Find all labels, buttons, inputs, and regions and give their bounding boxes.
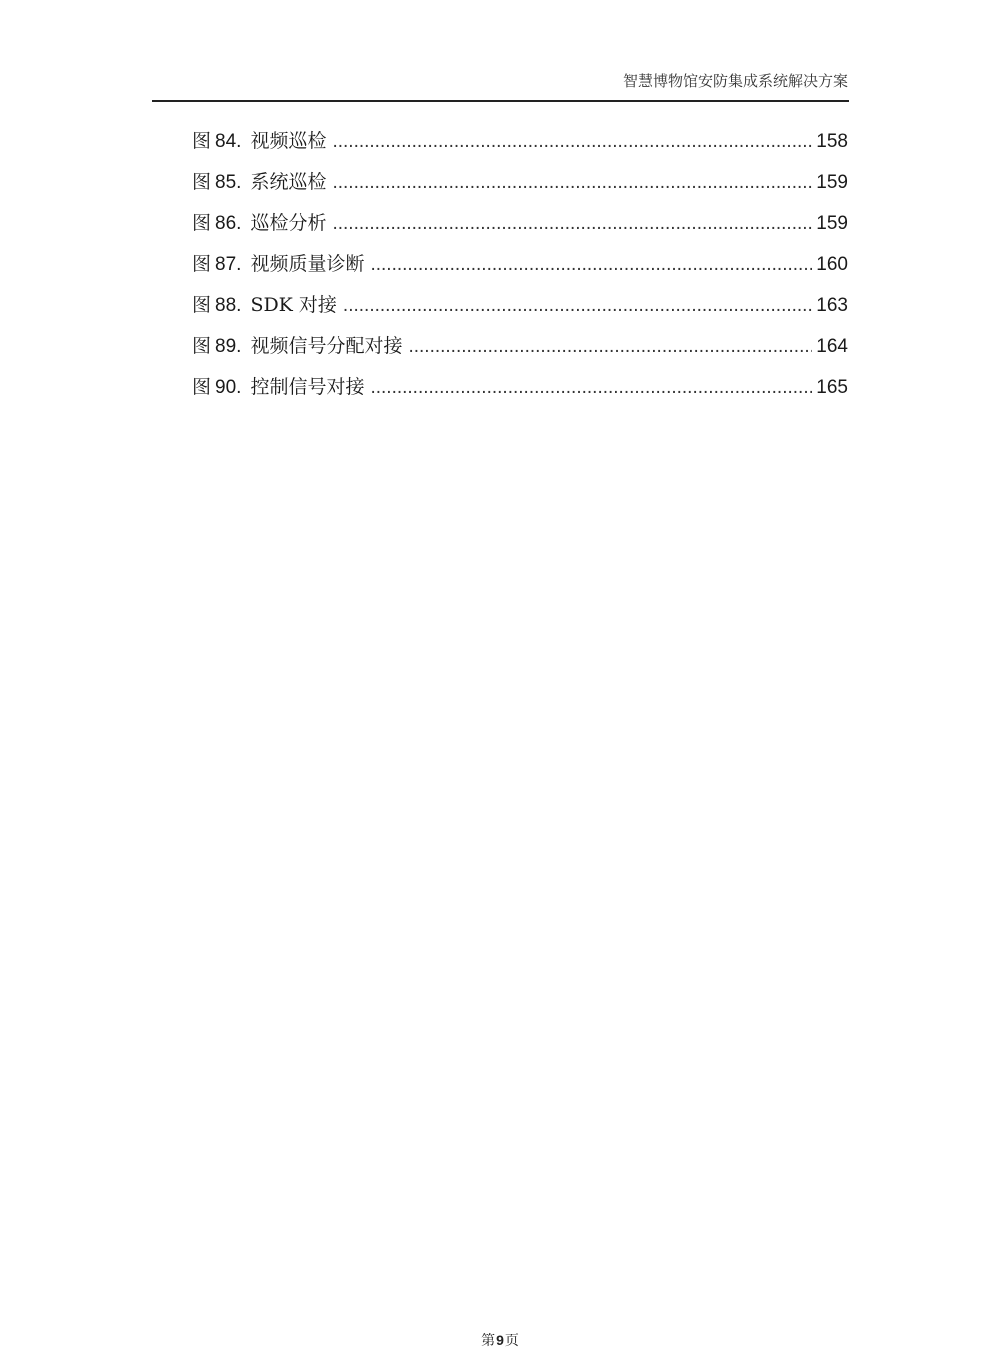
footer-prefix: 第 — [481, 1333, 496, 1349]
running-header-title: 智慧博物馆安防集成系统解决方案 — [622, 72, 848, 90]
toc-entry-page: 159 — [816, 172, 848, 193]
toc-entry-number: 85. — [215, 172, 242, 193]
toc-dot-leader — [370, 373, 812, 403]
toc-entry-prefix: 图 — [192, 294, 212, 316]
toc-entry[interactable] — [192, 290, 848, 331]
toc-dot-leader — [332, 127, 812, 157]
toc-entry-prefix: 图 — [192, 212, 212, 234]
toc-dot-leader — [332, 209, 812, 239]
toc-entry-number: 84. — [215, 131, 242, 152]
toc-dot-leader — [343, 291, 812, 321]
toc-dot-leader — [332, 168, 812, 198]
toc-entry[interactable] — [192, 331, 848, 372]
toc-entry-page: 163 — [816, 295, 848, 316]
toc-entry-prefix: 图 — [192, 335, 212, 357]
toc-entry[interactable] — [192, 208, 848, 249]
toc-entry-prefix: 图 — [192, 130, 212, 152]
footer-suffix: 页 — [504, 1333, 519, 1349]
toc-entry-prefix: 图 — [192, 171, 212, 193]
toc-entry-page: 164 — [816, 336, 848, 357]
toc-entry-page: 158 — [816, 131, 848, 152]
toc-entry-number: 87. — [215, 254, 242, 275]
toc-dot-leader — [408, 332, 812, 362]
toc-entry-title: 控制信号对接 — [250, 376, 365, 398]
toc-entry-title: 视频巡检 — [250, 130, 327, 152]
toc-entry-title: 系统巡检 — [250, 171, 327, 193]
toc-entry-prefix: 图 — [192, 253, 212, 275]
toc-entry-number: 86. — [215, 213, 242, 234]
header-divider — [152, 100, 849, 102]
toc-entry-page: 165 — [816, 377, 848, 398]
toc-entry[interactable] — [192, 372, 848, 413]
toc-entry[interactable] — [192, 249, 848, 290]
toc-entry-number: 89. — [215, 336, 242, 357]
toc-entry-page: 159 — [816, 213, 848, 234]
footer-page-number: 9 — [496, 1332, 504, 1348]
figure-list — [192, 126, 848, 413]
toc-entry-title: 视频信号分配对接 — [250, 335, 403, 357]
toc-entry-page: 160 — [816, 254, 848, 275]
toc-entry-title: 巡检分析 — [250, 212, 327, 234]
toc-entry-title: 视频质量诊断 — [250, 253, 365, 275]
page-number-footer — [0, 1330, 1000, 1350]
toc-entry-title: SDK 对接 — [250, 294, 337, 316]
toc-entry-number: 88. — [215, 295, 242, 316]
toc-dot-leader — [370, 250, 812, 280]
toc-entry[interactable] — [192, 167, 848, 208]
toc-entry-prefix: 图 — [192, 376, 212, 398]
toc-entry[interactable] — [192, 126, 848, 167]
toc-entry-number: 90. — [215, 377, 242, 398]
